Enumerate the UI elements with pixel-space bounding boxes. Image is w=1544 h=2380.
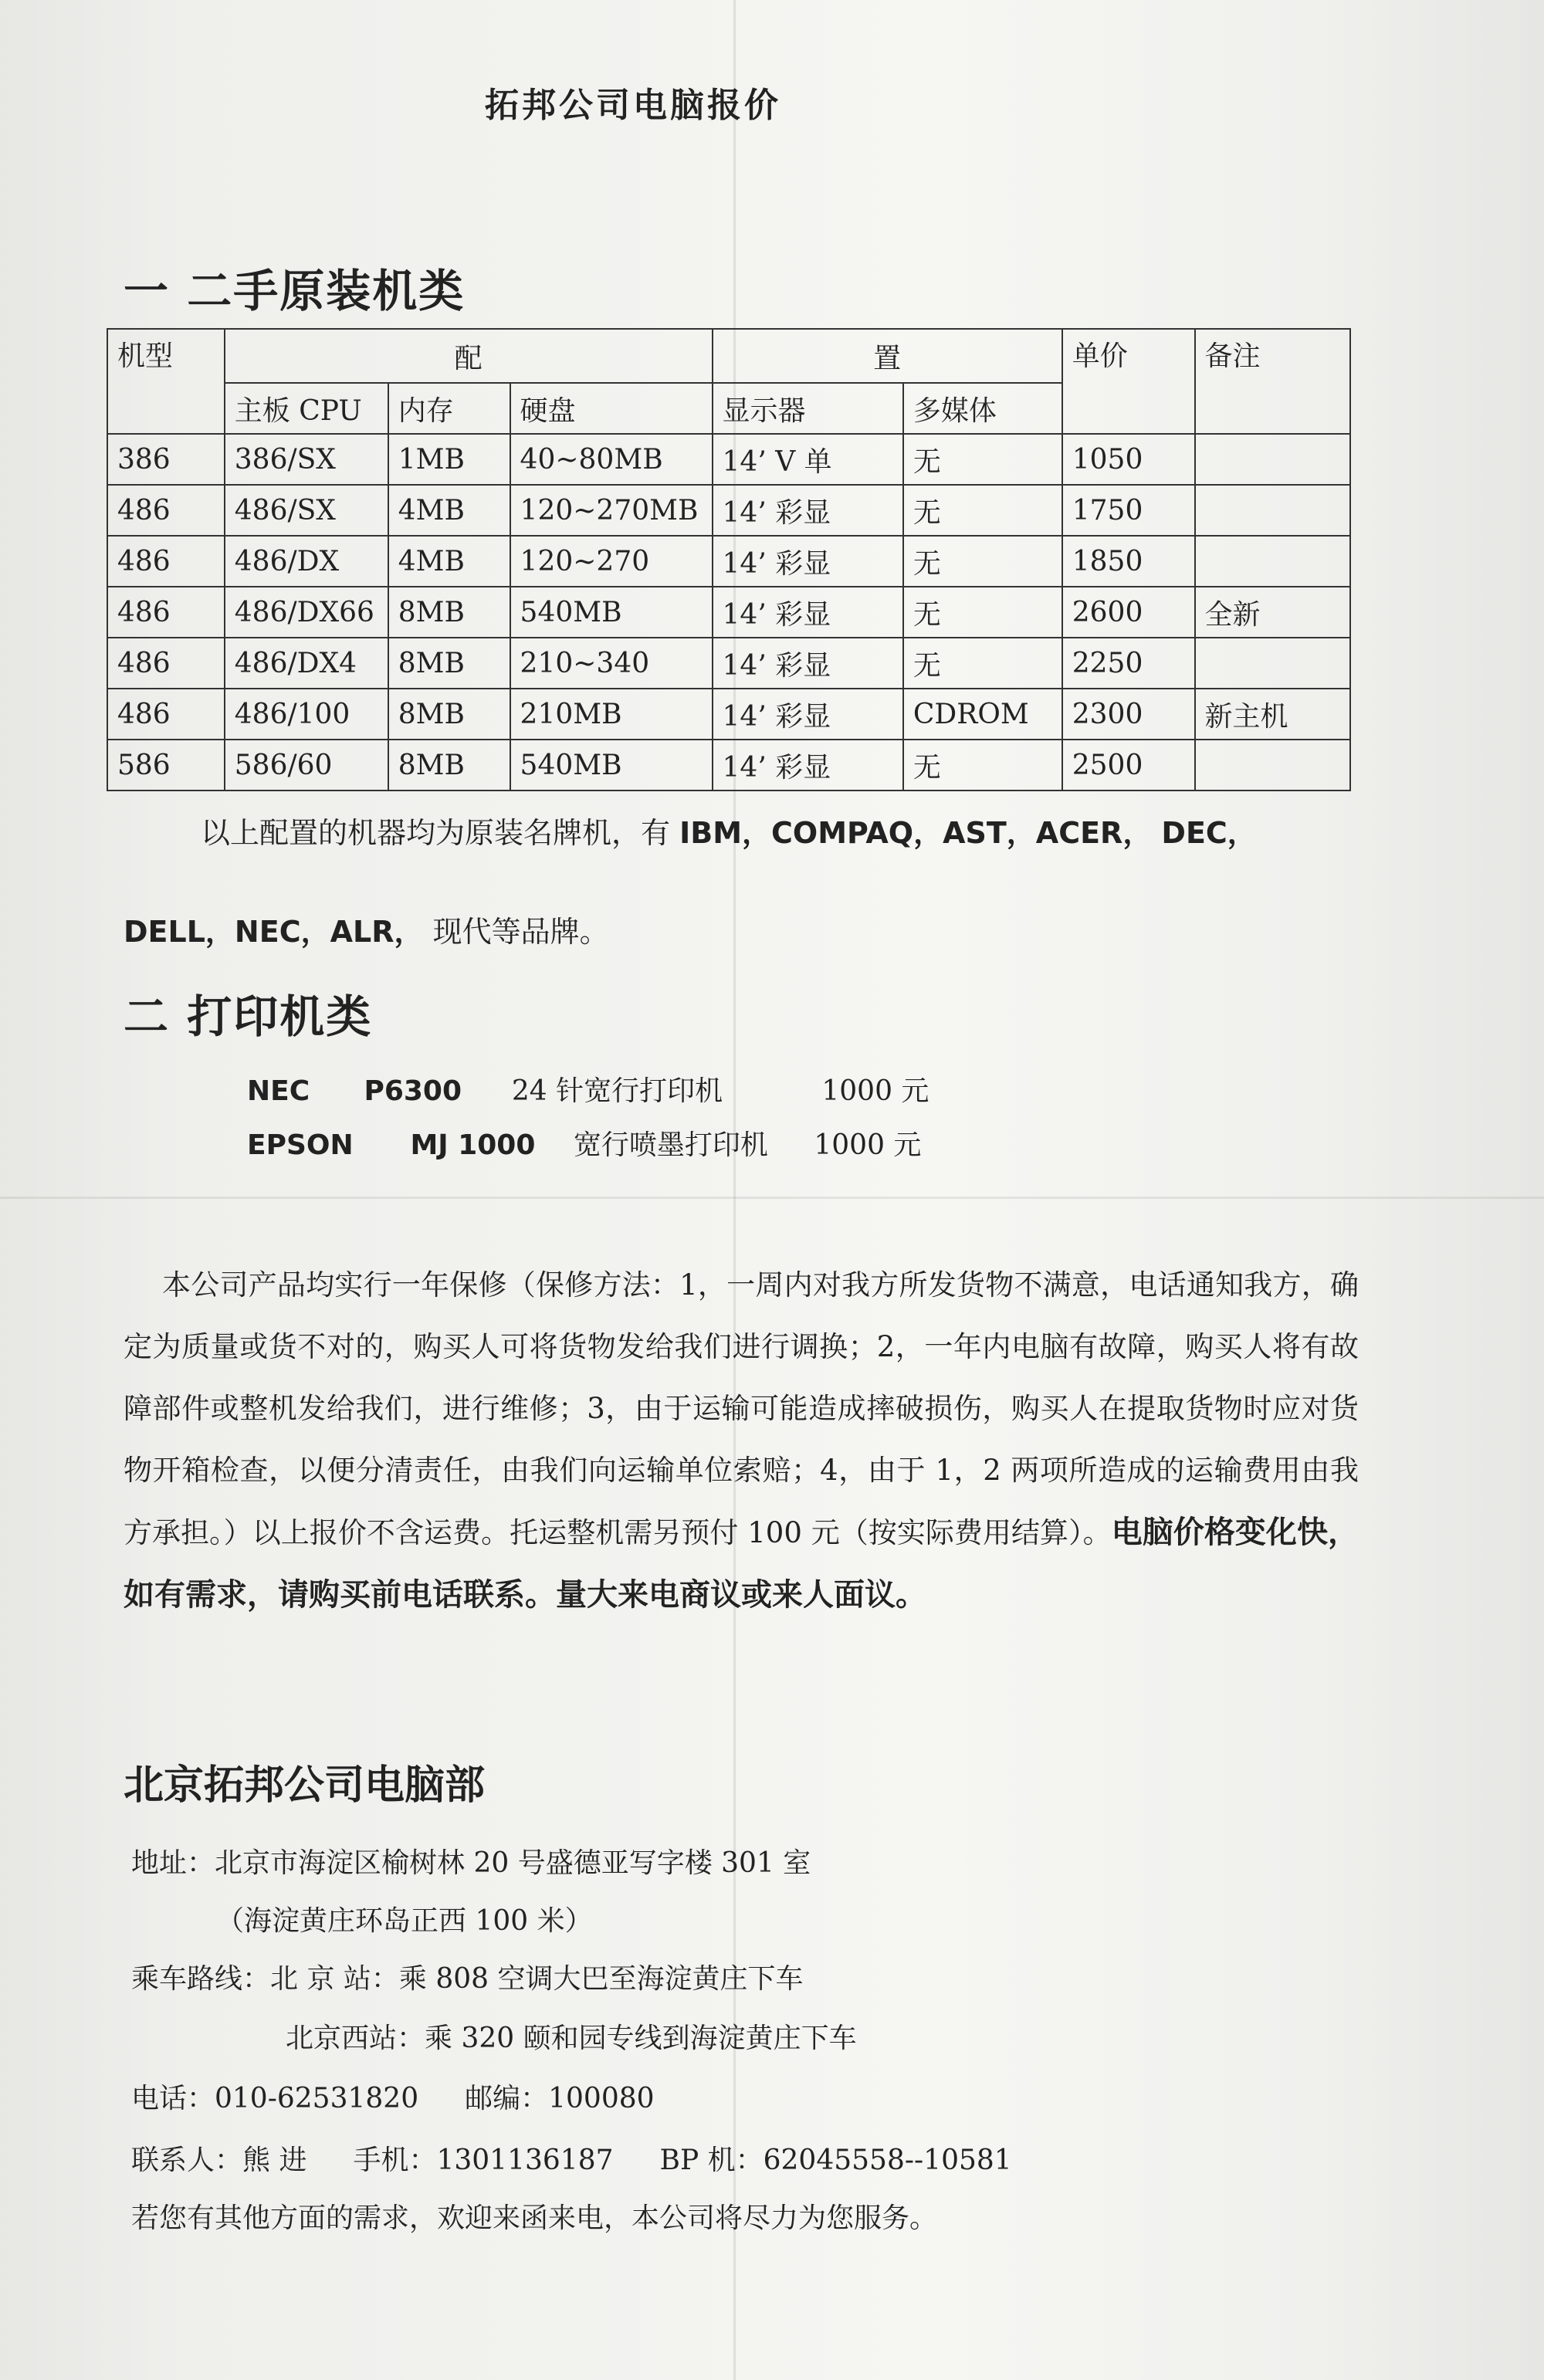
cell-note: [1195, 638, 1350, 689]
header-model: 机型: [107, 329, 225, 434]
cell-note: [1195, 434, 1350, 485]
cell-model: 486: [107, 485, 225, 536]
cell-note: 全新: [1195, 587, 1350, 638]
cell-model: 386: [107, 434, 225, 485]
cell-price: 1850: [1062, 536, 1195, 587]
cell-price: 2300: [1062, 689, 1195, 740]
header-config-right: 置: [713, 329, 1062, 383]
cell-model: 586: [107, 740, 225, 791]
mobile-number: 手机：1301136187: [353, 2145, 614, 2176]
cell-memory: 4MB: [388, 536, 510, 587]
brands-intro: 以上配置的机器均为原装名牌机，有: [201, 816, 671, 850]
cell-price: 2250: [1062, 638, 1195, 689]
section-heading-printers: 二 打印机类: [124, 990, 373, 1043]
cell-model: 486: [107, 536, 225, 587]
printer-description: 宽行喷墨打印机: [573, 1129, 768, 1161]
cell-price: 1050: [1062, 434, 1195, 485]
cell-memory: 8MB: [388, 587, 510, 638]
cell-monitor: 14’ 彩显: [713, 740, 903, 791]
printer-item: [247, 1069, 929, 1109]
cell-cpu: 486/DX: [225, 536, 388, 587]
contact-line: [131, 2138, 1012, 2178]
header-note: 备注: [1195, 329, 1350, 434]
cell-memory: 8MB: [388, 689, 510, 740]
printer-item: [247, 1123, 921, 1163]
document-title: 拓邦公司电脑报价: [485, 86, 781, 125]
printer-price: 1000 元: [814, 1129, 922, 1161]
cell-note: [1195, 485, 1350, 536]
cell-price: 2600: [1062, 587, 1195, 638]
printer-price: 1000 元: [821, 1075, 929, 1107]
cell-multimedia: 无: [903, 740, 1062, 791]
cell-multimedia: 无: [903, 587, 1062, 638]
cell-memory: 8MB: [388, 638, 510, 689]
cell-model: 486: [107, 638, 225, 689]
cell-cpu: 486/DX4: [225, 638, 388, 689]
cell-cpu: 486/100: [225, 689, 388, 740]
cell-hdd: 210MB: [510, 689, 713, 740]
cell-memory: 4MB: [388, 485, 510, 536]
phone-number: 电话：010-62531820: [131, 2083, 419, 2114]
cell-cpu: 586/60: [225, 740, 388, 791]
warranty-paragraph: [124, 1254, 1359, 1627]
cell-hdd: 540MB: [510, 587, 713, 638]
printer-description: 24 针宽行打印机: [511, 1075, 723, 1107]
table-row: [107, 638, 1350, 689]
header-monitor: 显示器: [713, 383, 903, 434]
cell-price: 2500: [1062, 740, 1195, 791]
address-note: （海淀黄庄环岛正西 100 米）: [216, 1905, 593, 1937]
route-beijing-station: 乘车路线：北 京 站：乘 808 空调大巴至海淀黄庄下车: [131, 1963, 804, 1995]
brands-outro: 现代等品牌。: [432, 915, 609, 949]
cell-cpu: 486/SX: [225, 485, 388, 536]
cell-memory: 8MB: [388, 740, 510, 791]
printer-model: MJ 1000: [410, 1129, 536, 1161]
table-row: [107, 689, 1350, 740]
pager-number: BP 机：62045558--10581: [659, 2145, 1012, 2176]
cell-multimedia: 无: [903, 536, 1062, 587]
section-heading-used-computers: 一 二手原装机类: [124, 265, 466, 317]
cell-note: 新主机: [1195, 689, 1350, 740]
cell-cpu: 486/DX66: [225, 587, 388, 638]
brands-paragraph: [124, 784, 1359, 981]
address-line: 地址：北京市海淀区榆树林 20 号盛德亚写字楼 301 室: [131, 1847, 811, 1879]
warranty-text: 本公司产品均实行一年保修（保修方法：1，一周内对我方所发货物不满意，电话通知我方，确定为质量或货不对的，购买人可将货物发给我们进行调换；2，一年内电脑有故障，购买人将有故障部件或整机发给我们，进行维修；3，由于运输可能造成摔破损伤，购买人在提取货物时应对货物开箱检查，以便分清责任，由我们向运输单位索赔；4，由于 1，2 两项所造成的运输费用由我方承担。）以上报价不含运费。托运整机需另预付 100 元（按实际费用结算）。: [124, 1268, 1359, 1549]
printer-brand: EPSON: [247, 1129, 354, 1161]
header-hdd: 硬盘: [510, 383, 713, 434]
cell-model: 486: [107, 587, 225, 638]
header-cpu: 主板 CPU: [225, 383, 388, 434]
cell-hdd: 210~340: [510, 638, 713, 689]
cell-hdd: 540MB: [510, 740, 713, 791]
brands-list-2: DEC，DELL，NEC，ALR，: [124, 816, 1257, 949]
printer-model: P6300: [364, 1075, 462, 1107]
phone-postcode-line: [131, 2077, 655, 2116]
cell-monitor: 14’ 彩显: [713, 638, 903, 689]
cell-price: 1750: [1062, 485, 1195, 536]
contact-person: 联系人：熊 进: [131, 2145, 307, 2176]
price-notice: 电脑价格变化快，如有需求，请购买前电话联系。量大来电商议或来人面议。: [124, 1515, 1359, 1613]
header-config-left: 配: [225, 329, 713, 383]
header-price: 单价: [1062, 329, 1195, 434]
postcode: 邮编：100080: [465, 2083, 655, 2114]
cell-monitor: 14’ 彩显: [713, 536, 903, 587]
table-header-row: [107, 329, 1350, 383]
cell-monitor: 14’ 彩显: [713, 587, 903, 638]
closing-line: 若您有其他方面的需求，欢迎来函来电，本公司将尽力为您服务。: [131, 2202, 938, 2234]
cell-multimedia: CDROM: [903, 689, 1062, 740]
table-row: [107, 434, 1350, 485]
brands-list-1: IBM，COMPAQ，AST，ACER，: [679, 816, 1153, 850]
cell-multimedia: 无: [903, 485, 1062, 536]
cell-multimedia: 无: [903, 434, 1062, 485]
cell-multimedia: 无: [903, 638, 1062, 689]
cell-hdd: 40~80MB: [510, 434, 713, 485]
cell-hdd: 120~270MB: [510, 485, 713, 536]
cell-monitor: 14’ V 单: [713, 434, 903, 485]
fold-crease-horizontal: [0, 1197, 1544, 1199]
table-row: [107, 485, 1350, 536]
header-memory: 内存: [388, 383, 510, 434]
table-row: [107, 536, 1350, 587]
cell-monitor: 14’ 彩显: [713, 689, 903, 740]
cell-monitor: 14’ 彩显: [713, 485, 903, 536]
printer-brand: NEC: [247, 1075, 310, 1107]
table-row: [107, 587, 1350, 638]
cell-cpu: 386/SX: [225, 434, 388, 485]
cell-memory: 1MB: [388, 434, 510, 485]
price-table: [107, 328, 1351, 791]
company-name: 北京拓邦公司电脑部: [124, 1762, 486, 1809]
cell-note: [1195, 536, 1350, 587]
cell-model: 486: [107, 689, 225, 740]
route-beijing-west-station: 北京西站：乘 320 颐和园专线到海淀黄庄下车: [286, 2023, 857, 2054]
header-multimedia: 多媒体: [903, 383, 1062, 434]
cell-hdd: 120~270: [510, 536, 713, 587]
